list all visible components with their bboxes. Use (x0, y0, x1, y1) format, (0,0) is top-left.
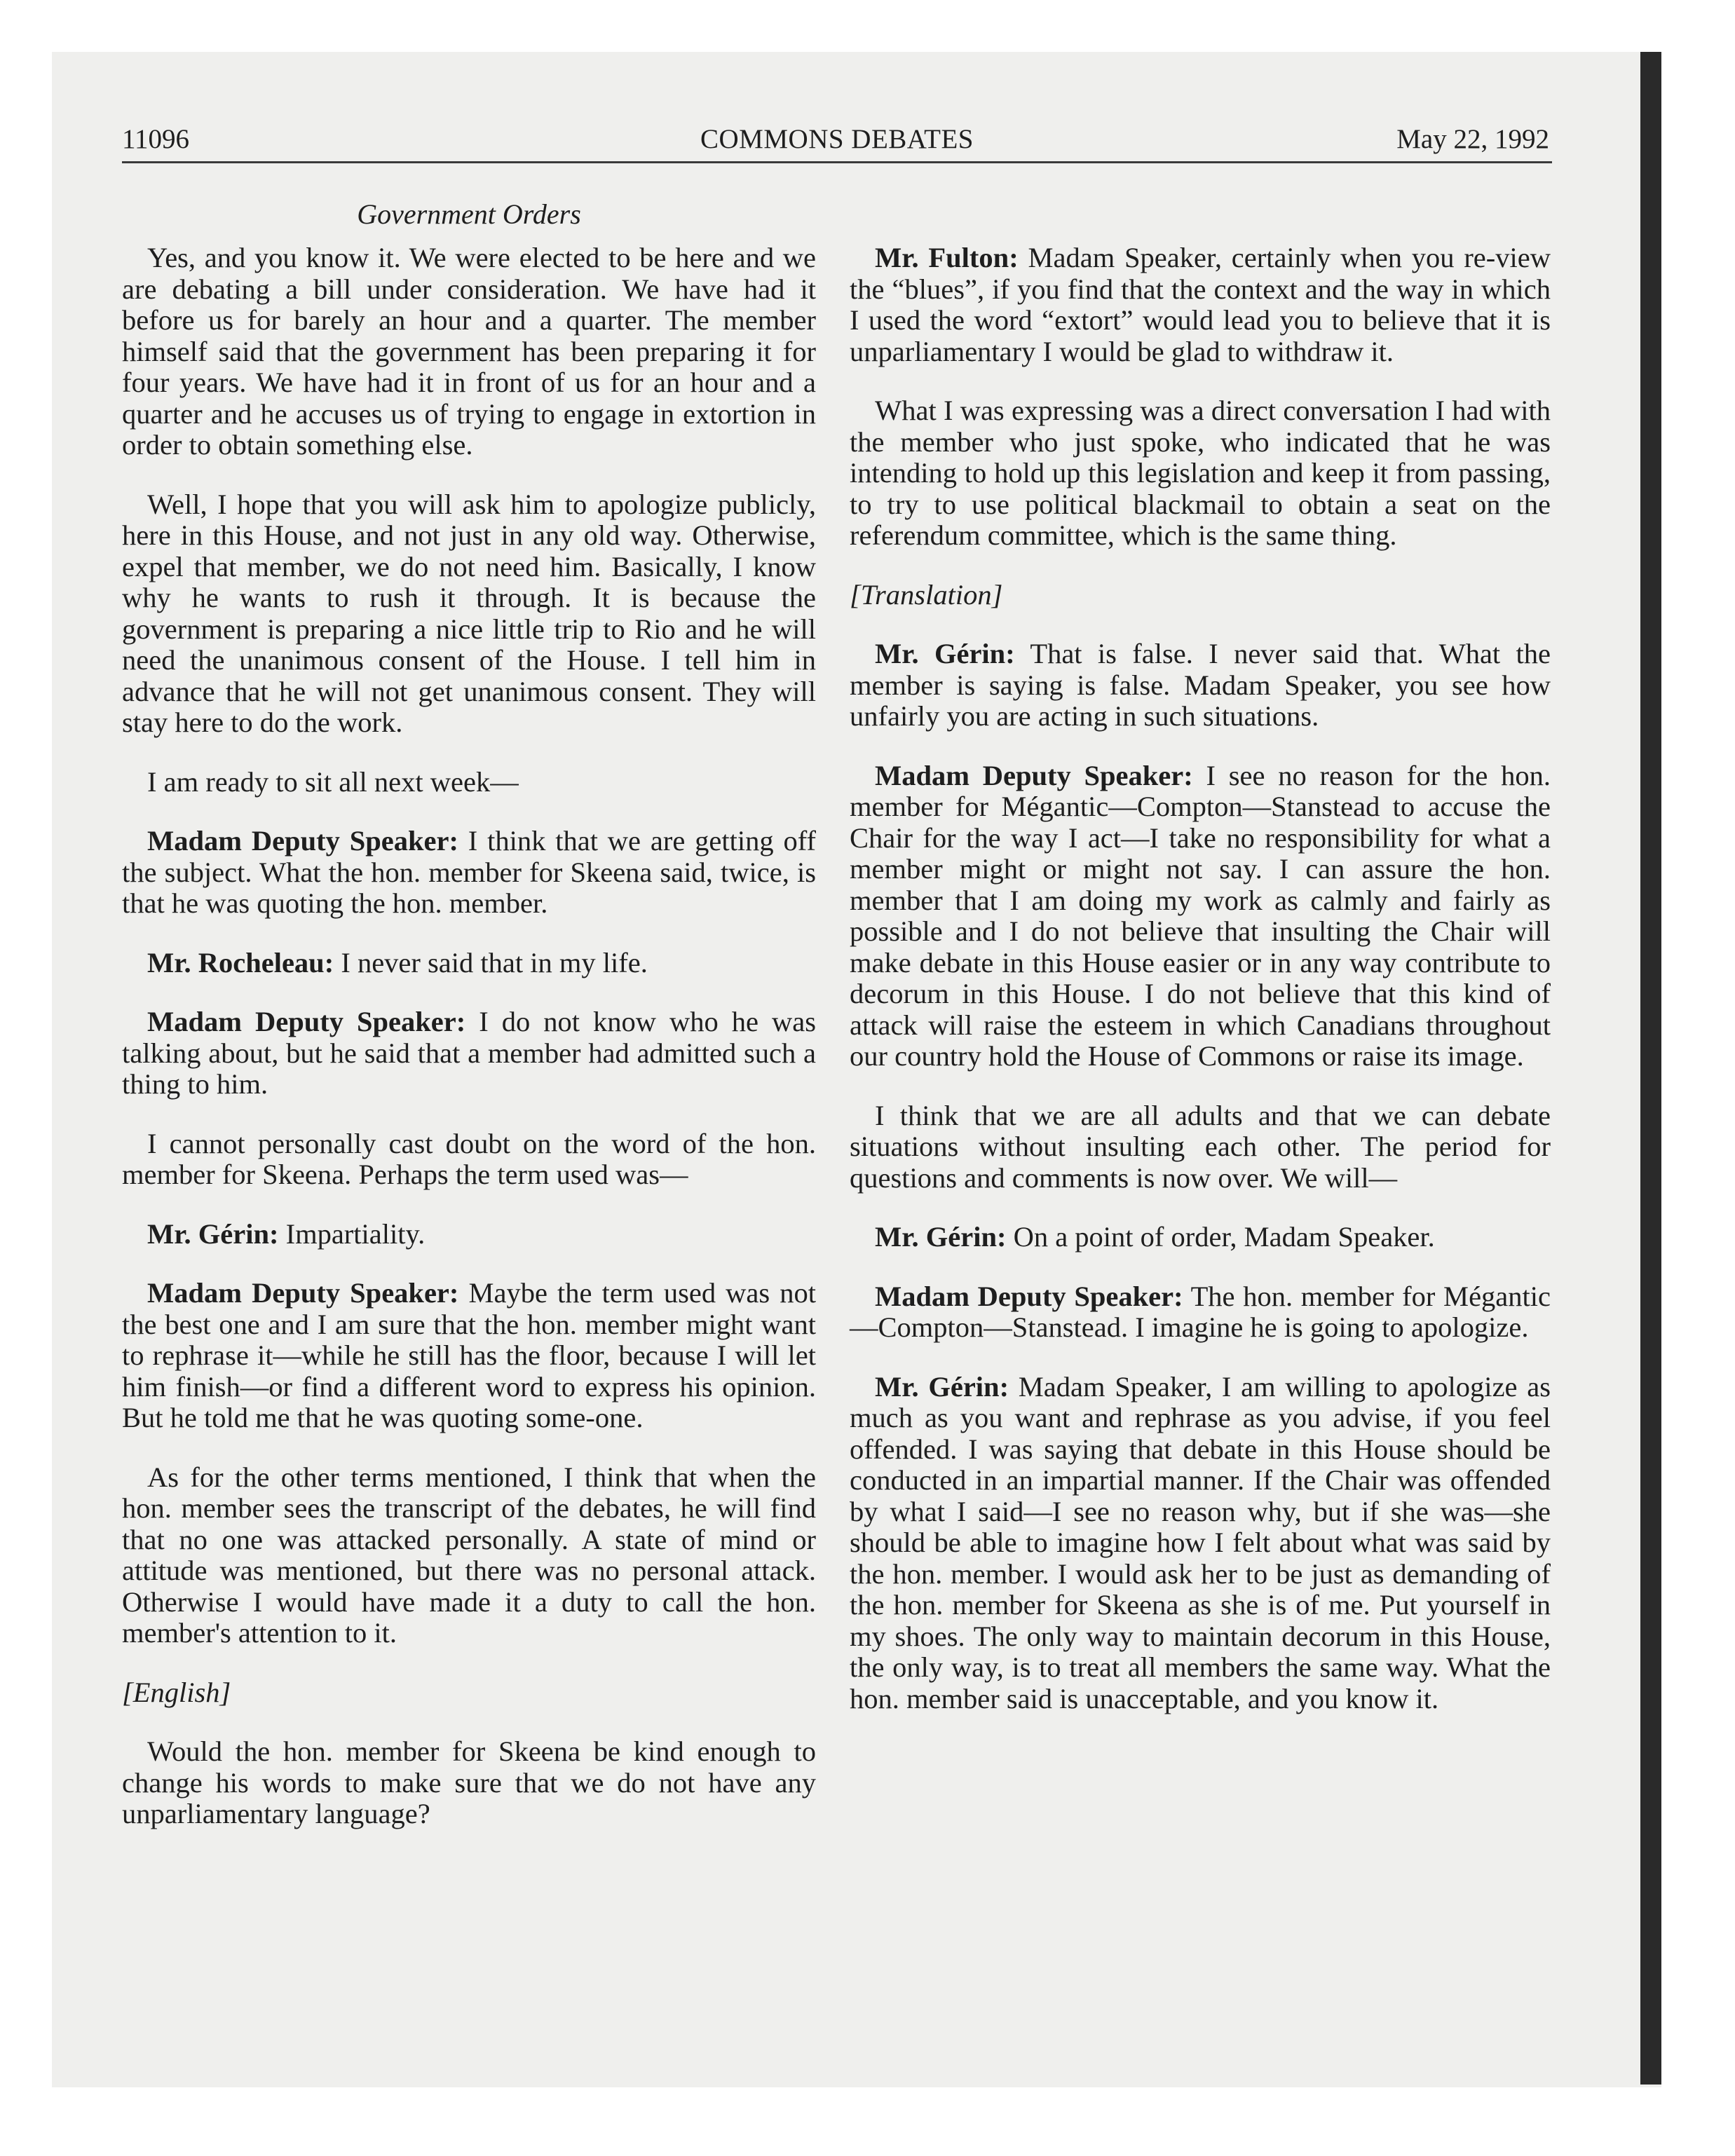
page-header (122, 118, 1552, 163)
paragraph (122, 1219, 816, 1250)
paragraph (850, 639, 1551, 732)
section-title: Government Orders (357, 198, 581, 230)
right-column (850, 243, 1551, 1742)
speaker-name: Mr. Gérin: (875, 638, 1015, 669)
paragraph (850, 395, 1551, 552)
paragraph-text: As for the other terms mentioned, I think that when the hon. member sees the transcript of the debates, he will find that no one was attacked personally. A state of mind or attitude was mentioned, but there was no personal attack. Otherwise I would have made it a duty to call the hon. member's attention to it. (122, 1461, 816, 1649)
paragraph-text: Well, I hope that you will ask him to apologize publicly, here in this House, and not just in any old way. Otherwise, expel that member, we do not need him. Basically, I know why he wants to rush it through. It is because the government is preparing a nice little trip to Rio and he will need the unanimous consent of the House. I tell him in advance that he will not get unanimous consent. They will stay here to do the work. (122, 488, 816, 738)
paragraph (122, 1736, 816, 1830)
paragraph (850, 760, 1551, 1072)
paragraph-text: I cannot personally cast doubt on the word of the hon. member for Skeena. Perhaps the term used was— (122, 1127, 816, 1190)
paragraph (850, 243, 1551, 367)
paragraph-text: I think that we are getting off the subject. What the hon. member for Skeena said, twice, is that he was quoting the hon. member. (122, 825, 817, 919)
paragraph-text: On a point of order, Madam Speaker. (1006, 1221, 1435, 1253)
paragraph (850, 1372, 1551, 1715)
publication-title: COMMONS DEBATES (700, 124, 974, 154)
language-note: [Translation] (850, 578, 1003, 610)
paragraph (122, 948, 816, 979)
paragraph-text: I never said that in my life. (334, 946, 648, 978)
paragraph-text: That is false. I never said that. What the member is saying is false. Madam Speaker, you see how unfairly you are acting in such situations. (850, 638, 1551, 732)
paragraph (122, 489, 816, 739)
speaker-name: Madam Deputy Speaker: (147, 825, 458, 857)
paragraph-text: What I was expressing was a direct conversation I had with the member who just spoke, who indicated that he was intending to hold up this legislation and keep it from passing, to try to use political blackmail to obtain a seat on the referendum committee, which is the same thing. (850, 395, 1551, 551)
paragraph-text: Would the hon. member for Skeena be kind enough to change his words to make sure that we do not have any unparliamentary language? (122, 1735, 816, 1829)
paragraph (122, 1278, 816, 1434)
paragraph-text: Yes, and you know it. We were elected to be here and we are debating a bill under consideration. We have had it before us for barely an hour and a quarter. The member himself said that the government has been preparing it for four years. We have had it in front of us for an hour and a quarter and he accuses us of trying to engage in extortion in order to obtain something else. (122, 242, 816, 460)
paragraph-text: Madam Speaker, I am willing to apologize as much as you want and rephrase as you advise, if you feel offended. I was saying that debate in this House should be conducted in an impartial manner. If the Chair was offended by what I said—I see no reason why, but if she was—she should be able to imagine how I felt about what was said by the hon. member. I would ask her to be just as demanding of the hon. member for Skeena as she is of me. Put yourself in my shoes. The only way to maintain decorum in this House, the only way, is to treat all members the same way. What the hon. member said is unacceptable, and you know it. (850, 1370, 1551, 1714)
paragraph-text: The hon. member for Mégantic—Compton—Stanstead. I imagine he is going to apologize. (850, 1280, 1551, 1343)
page-number: 11096 (122, 124, 190, 154)
paragraph (122, 767, 816, 798)
publication-date: May 22, 1992 (1396, 124, 1549, 154)
left-column (122, 243, 816, 1858)
paragraph-text: Madam Speaker, certainly when you re-view the “blues”, if you find that the context and the way in which I used the word “extort” would lead you to believe that it is unparliamentary I would be glad to withdraw it. (850, 242, 1551, 367)
speaker-name: Mr. Gérin: (875, 1221, 1007, 1253)
paragraph (122, 1128, 816, 1191)
speaker-name: Madam Deputy Speaker: (147, 1277, 459, 1309)
speaker-name: Mr. Rocheleau: (147, 946, 334, 978)
paragraph (122, 1007, 816, 1100)
paragraph (850, 1281, 1551, 1344)
speaker-name: Mr. Gérin: (875, 1370, 1009, 1403)
paragraph-text: Maybe the term used was not the best one and I am sure that the hon. member might want to rephrase it—while he still has the floor, because I will let him finish—or find a different word to express his opinion. But he told me that he was quoting some-one. (122, 1277, 816, 1433)
paragraph-text: I see no reason for the hon. member for Mégantic—Compton—Stanstead to accuse the Chair for the way I act—I take no responsibility for what a member might or might not say. I can assure the hon. member that I am doing my work as calmly and fairly as possible and I do not believe that insulting the Chair will make debate in this House easier or in any way contribute to decorum in this House. I do not believe that this kind of attack will raise the esteem in which Canadians throughout our country hold the House of Commons or raise its image. (850, 759, 1551, 1072)
speaker-name: Mr. Gérin: (147, 1217, 279, 1250)
speaker-name: Mr. Fulton: (875, 242, 1019, 273)
paragraph (122, 826, 816, 920)
paragraph (850, 1100, 1551, 1194)
paragraph-text: I am ready to sit all next week— (147, 765, 519, 798)
speaker-name: Madam Deputy Speaker: (875, 759, 1193, 791)
language-note: [English] (122, 1676, 231, 1708)
paragraph (122, 1462, 816, 1649)
scan-edge-shadow (1640, 52, 1661, 2085)
paragraph-text: I think that we are all adults and that we can debate situations without insulting each other. The period for questions and comments is now over. We will— (850, 1099, 1551, 1194)
paragraph-text: Impartiality. (278, 1217, 426, 1250)
paragraph-text: I do not know who he was talking about, but he said that a member had admitted such a thing to him. (122, 1006, 816, 1100)
paragraph (122, 243, 816, 461)
paragraph (850, 1222, 1551, 1253)
speaker-name: Madam Deputy Speaker: (147, 1006, 466, 1037)
speaker-name: Madam Deputy Speaker: (875, 1280, 1183, 1312)
